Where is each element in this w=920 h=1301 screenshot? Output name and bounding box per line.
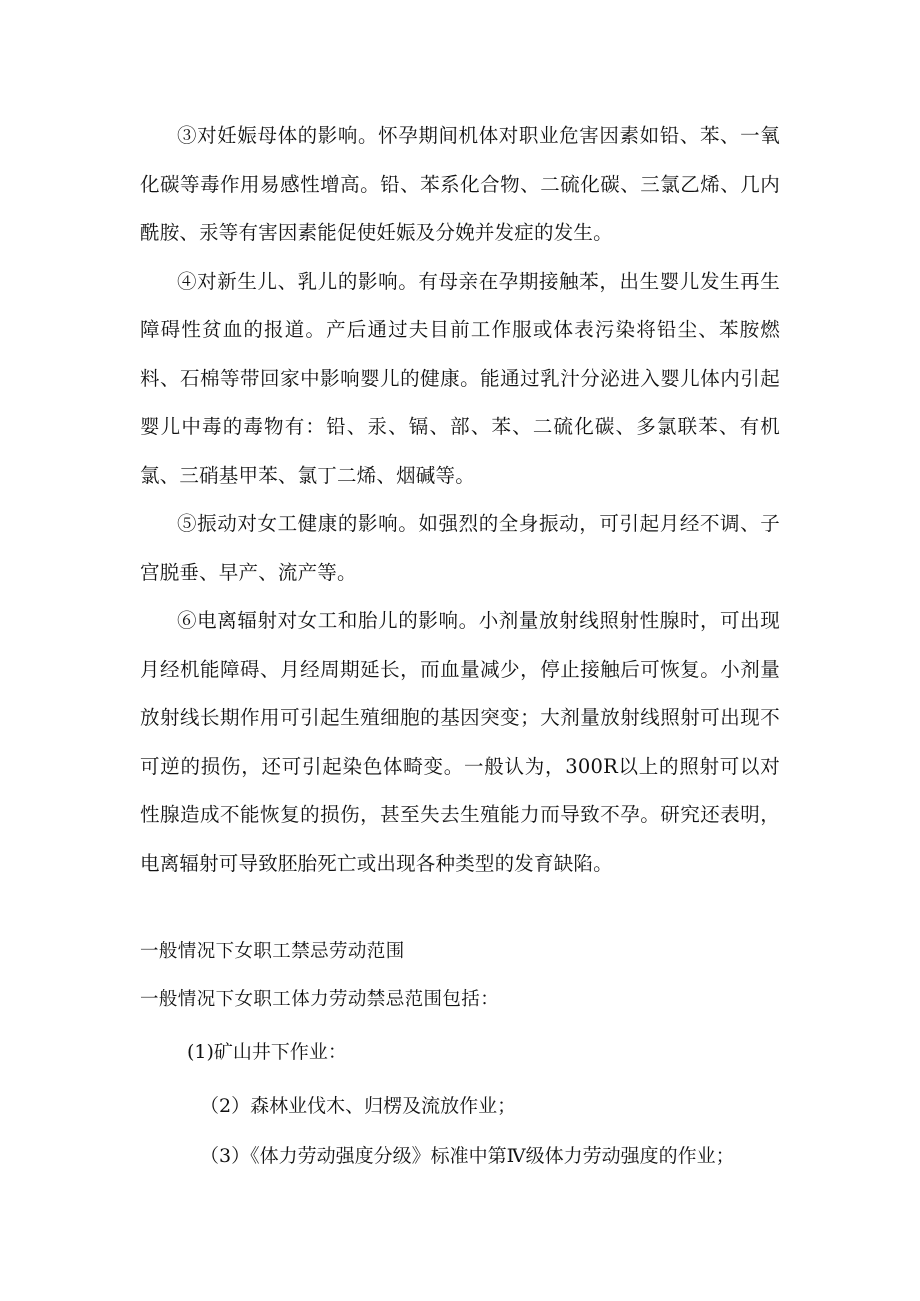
section-title: 一般情况下女职工禁忌劳动范围 — [140, 941, 405, 962]
paragraph-vibration-effects: ⑤振动对女工健康的影响。如强烈的全身振动，可引起月经不调、子宫脱垂、早产、流产等。 — [140, 512, 780, 584]
list-item: （3）《体力劳动强度分级》标准中第Ⅳ级体力劳动强度的作业； — [200, 1145, 735, 1167]
section-intro: 一般情况下女职工体力劳动禁忌范围包括： — [140, 989, 500, 1010]
list-item: （2）森林业伐木、归楞及流放作业； — [200, 1095, 517, 1117]
paragraph-newborn-effects: ④对新生儿、乳儿的影响。有母亲在孕期接触苯，出生婴儿发生再生障碍性贫血的报道。产后通过夫目前工作服或体表污染将铅尘、苯胺燃料、石棉等带回家中影响婴儿的健康。能通过乳汁分泌进入婴儿体内引起婴儿中毒的毒物有：铅、汞、镉、部、苯、二硫化碳、多氯联苯、有机氯、三硝基甲苯、氯丁二烯、烟碱等。 — [140, 269, 780, 487]
paragraph-pregnancy-effects: ③对妊娠母体的影响。怀孕期间机体对职业危害因素如铅、苯、一氧化碳等毒作用易感性增高。铅、苯系化合物、二硫化碳、三氯乙烯、几内酰胺、汞等有害因素能促使妊娠及分娩并发症的发生。 — [140, 124, 780, 244]
list-item: (1)矿山井下作业： — [187, 1041, 347, 1063]
section-prohibited-labor — [140, 928, 780, 1180]
paragraph-radiation-effects: ⑥电离辐射对女工和胎儿的影响。小剂量放射线照射性腺时，可出现月经机能障碍、月经周期延长，而血量减少，停止接触后可恢复。小剂量放射线长期作用可引起生殖细胞的基因突变；大剂量放射线照射可出现不可逆的损伤，还可引起染色体畸变。一般认为，300R以上的照射可以对性腺造成不能恢复的损伤，甚至失去生殖能力而导致不孕。研究还表明，电离辐射可导致胚胎死亡或出现各种类型的发育缺陷。 — [140, 609, 780, 875]
